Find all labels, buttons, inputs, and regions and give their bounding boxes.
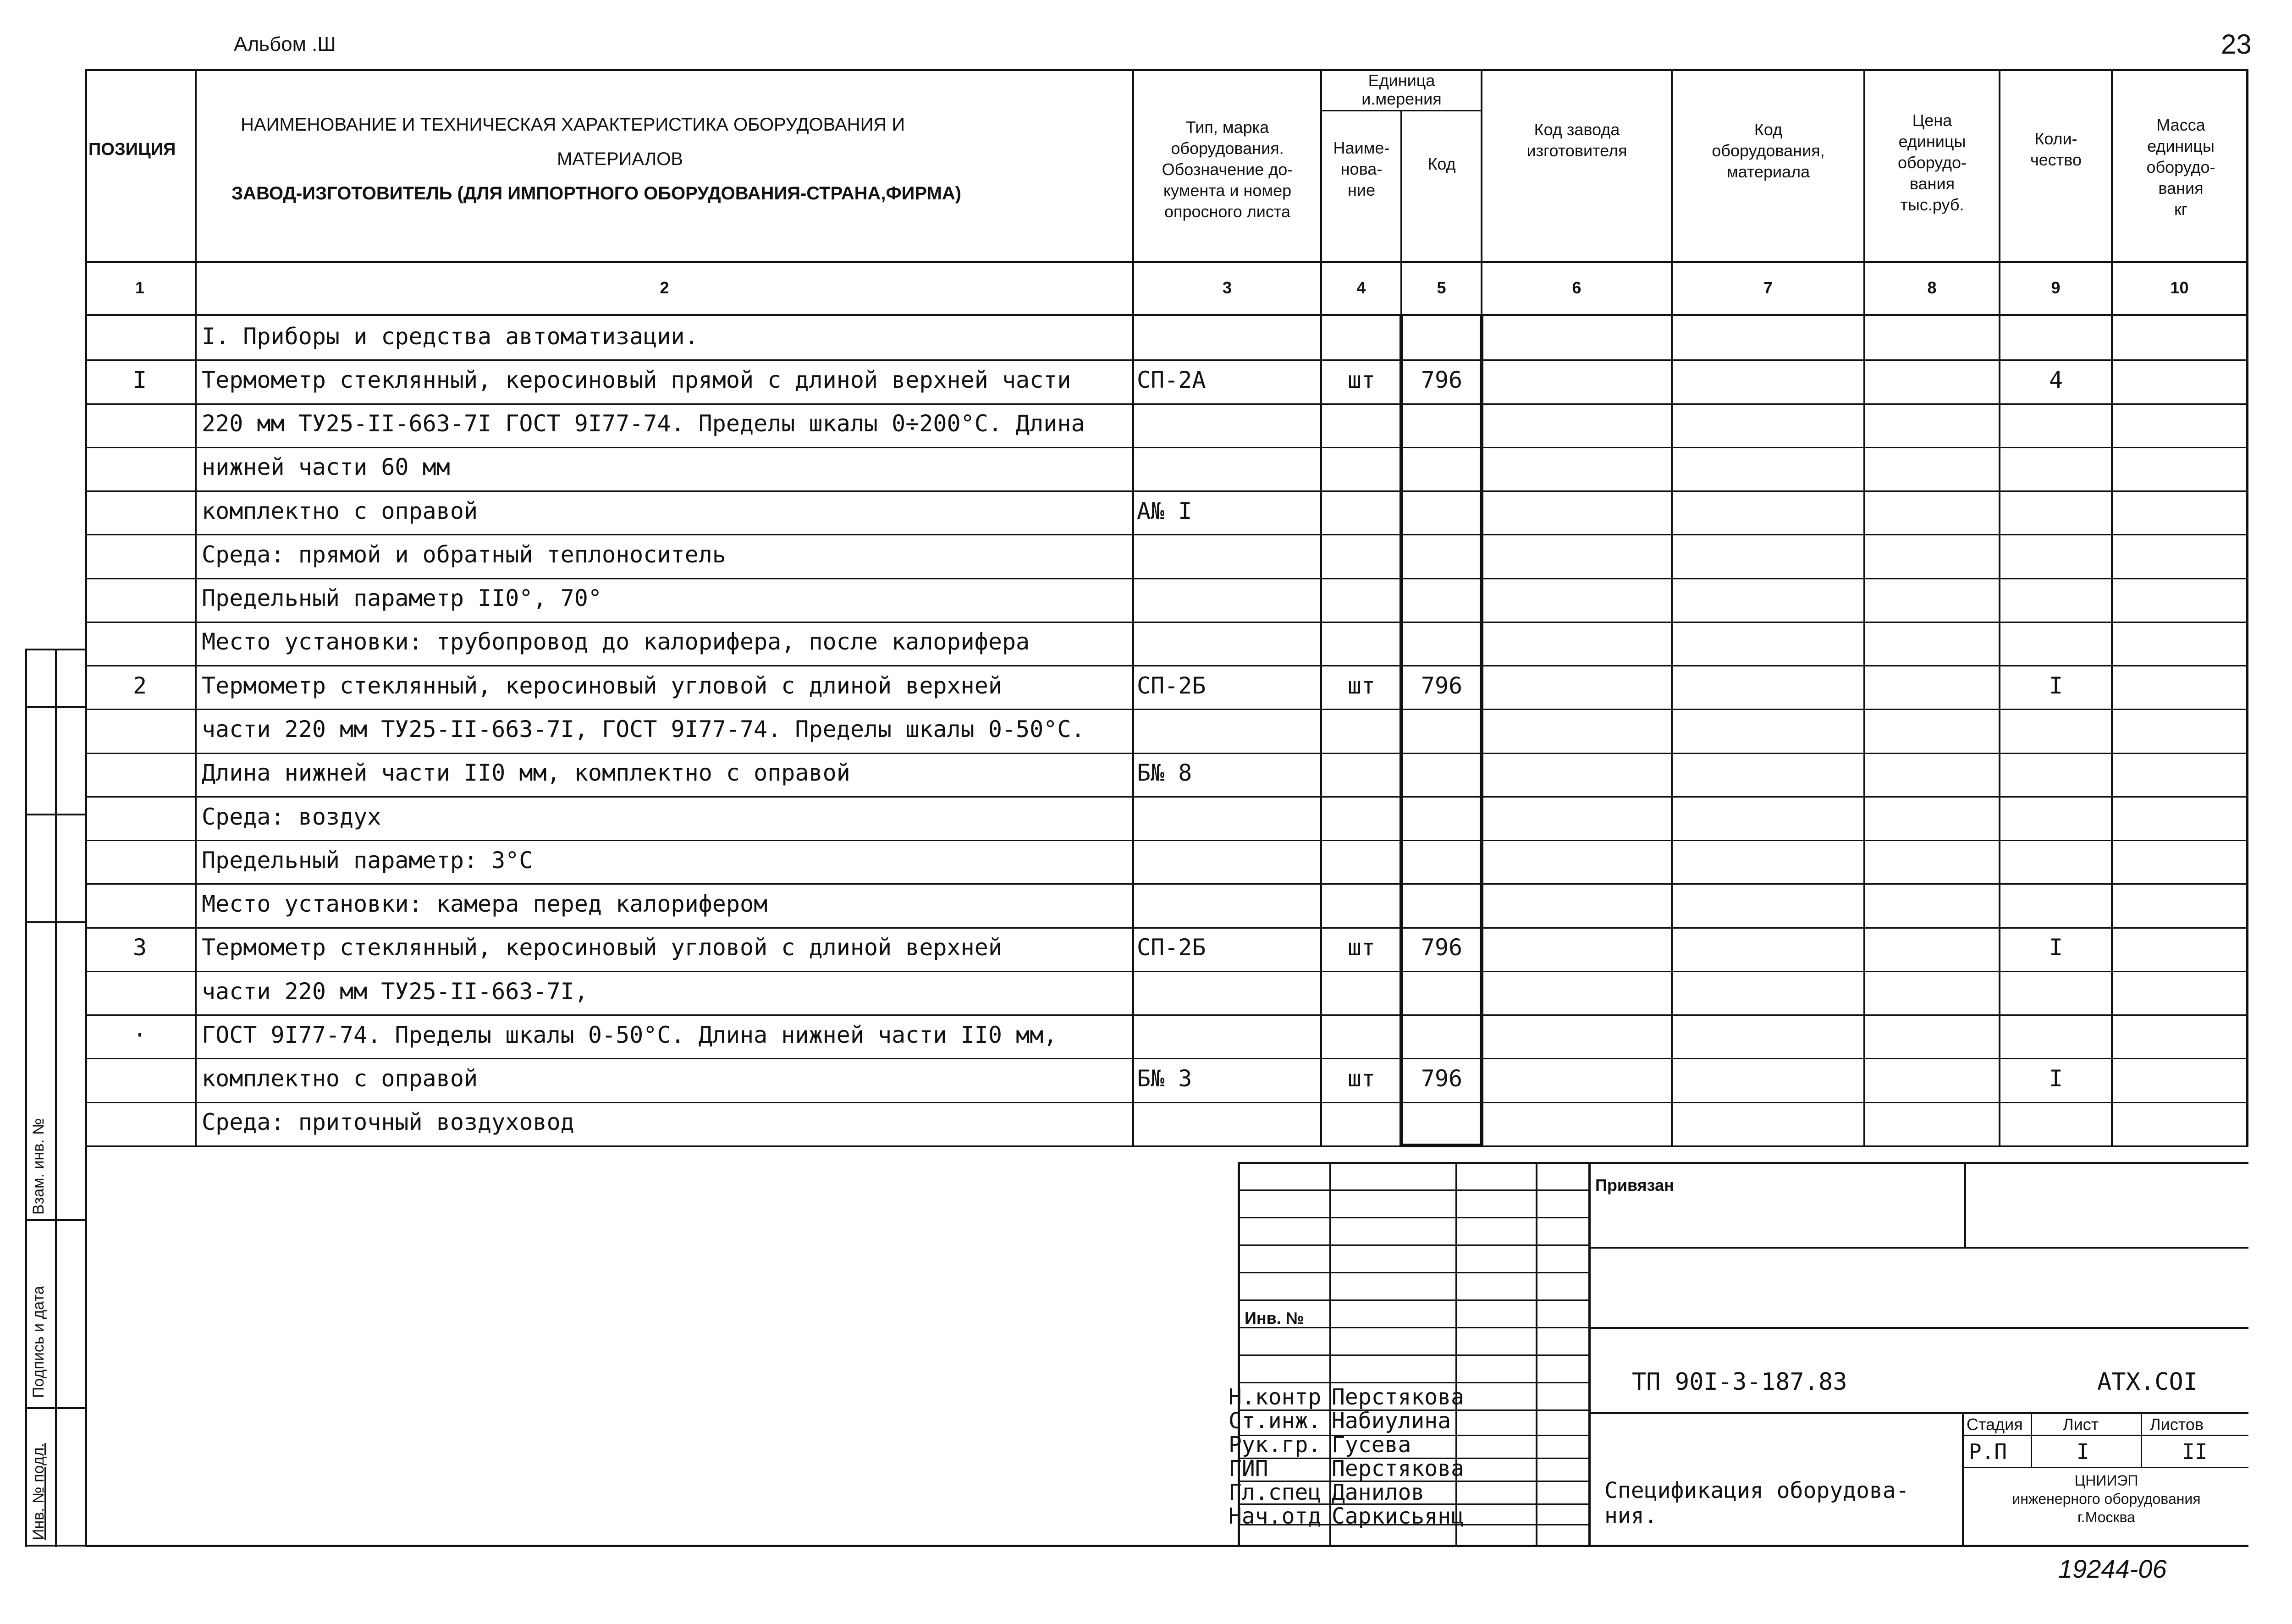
col-number: 8 — [1927, 278, 1937, 297]
row-type: СП-2А — [1137, 367, 1206, 393]
row-line — [85, 709, 2248, 710]
privyazan-label: Привязан — [1595, 1176, 1674, 1195]
row-line — [85, 753, 2248, 754]
row-line — [85, 840, 2248, 841]
header-unit-code: Код — [1427, 154, 1456, 173]
header-name-line1: НАИМЕНОВАНИЕ И ТЕХНИЧЕСКАЯ ХАРАКТЕРИСТИКА ОБОРУДОВАНИЯ И — [241, 115, 905, 135]
row-qty: I — [2049, 672, 2063, 699]
signer-name: Данилов — [1332, 1480, 1425, 1505]
row-qty: I — [2049, 1065, 2063, 1092]
col-number: 3 — [1222, 278, 1232, 297]
row-name: Термометр стеклянный, керосиновый прямой с длиной верхней части — [202, 367, 1071, 393]
col-number: 7 — [1763, 278, 1773, 297]
header-type: Тип, марка оборудования. Обозначение до- кумента и номер опросного листа — [1162, 118, 1293, 221]
row-name: комплектно с оправой — [202, 498, 478, 524]
row-line — [85, 927, 2248, 929]
row-name: Место установки: камера перед калорифером — [202, 891, 768, 917]
row-line — [85, 971, 2248, 972]
row-type: А№ I — [1137, 498, 1192, 524]
row-name: Предельный параметр: 3°С — [202, 847, 533, 874]
row-line — [85, 796, 2248, 798]
row-name: Термометр стеклянный, керосиновый угловой с длиной верхней — [202, 672, 1002, 699]
header-name-line3: ЗАВОД-ИЗГОТОВИТЕЛЬ (ДЛЯ ИМПОРТНОГО ОБОРУДОВАНИЯ-СТРАНА,ФИРМА) — [231, 183, 962, 204]
row-line — [85, 1102, 2248, 1103]
row-name: Место установки: трубопровод до калорифера, после калорифера — [202, 628, 1030, 655]
signer-name: Перстякова — [1332, 1456, 1464, 1481]
row-code: 796 — [1421, 367, 1463, 393]
org-name: ЦНИИЭП инженерного оборудования г.Москва — [2012, 1472, 2201, 1525]
row-name: 220 мм ТУ25-II-663-7I ГОСТ 9I77-74. Пределы шкалы 0÷200°С. Длина — [202, 410, 1085, 437]
row-type: Б№ 3 — [1137, 1065, 1192, 1092]
col-number: 5 — [1437, 278, 1446, 297]
col-number: 4 — [1356, 278, 1366, 297]
row-line — [85, 359, 2248, 361]
col-number: 6 — [1572, 278, 1581, 297]
signer-role: Рук.гр. — [1229, 1432, 1322, 1458]
row-line — [85, 447, 2248, 448]
row-unit: шт — [1347, 672, 1376, 699]
row-line — [85, 1014, 2248, 1016]
row-unit: шт — [1347, 1065, 1376, 1092]
col-number: 1 — [135, 278, 145, 297]
col-number: 9 — [2051, 278, 2061, 297]
album-label: Альбом .Ш — [234, 33, 336, 55]
doc-description: Спецификация оборудова- ния. — [1604, 1478, 1909, 1529]
signer-role: ГИП — [1229, 1456, 1268, 1481]
header-pos: ПОЗИЦИЯ — [88, 140, 176, 159]
footer-number: 19244-06 — [2058, 1554, 2167, 1583]
row-name: Предельный параметр II0°, 70° — [202, 585, 602, 611]
row-position: I — [132, 367, 147, 393]
row-line — [85, 1058, 2248, 1059]
col-number: 2 — [660, 278, 669, 297]
row-position: · — [132, 1022, 147, 1048]
doc-mark: АТХ.СОI — [2097, 1368, 2198, 1396]
signer-name: Гусева — [1332, 1432, 1411, 1458]
stamp-sign-date: Подпись и дата — [30, 1286, 47, 1398]
row-code: 796 — [1421, 934, 1463, 961]
row-line — [85, 534, 2248, 535]
row-unit: шт — [1347, 367, 1376, 393]
row-line — [85, 622, 2248, 623]
stage-label: Стадия — [1967, 1415, 2023, 1434]
row-name: Длина нижней части II0 мм, комплектно с оправой — [202, 760, 850, 786]
row-name: части 220 мм ТУ25-II-663-7I, ГОСТ 9I77-74. Пределы шкалы 0-50°С. — [202, 716, 1085, 743]
row-name: части 220 мм ТУ25-II-663-7I, — [202, 978, 588, 1005]
row-unit: шт — [1347, 934, 1376, 961]
doc-code: ТП 90I-3-187.83 — [1632, 1368, 1847, 1396]
row-name: комплектно с оправой — [202, 1065, 478, 1092]
header-name-line2: МАТЕРИАЛОВ — [557, 149, 683, 169]
stage-value: Р.П — [1969, 1439, 2007, 1464]
row-name: Среда: прямой и обратный теплоноситель — [202, 541, 726, 568]
row-type: Б№ 8 — [1137, 760, 1192, 786]
header-mass: Масса единицы оборудо- вания кг — [2146, 116, 2215, 219]
row-code: 796 — [1421, 1065, 1463, 1092]
col-number: 10 — [2170, 278, 2189, 297]
row-qty: I — [2049, 934, 2063, 961]
row-position: 3 — [132, 934, 147, 961]
sheet-value: I — [2077, 1439, 2089, 1464]
stamp-inv-orig: Инв. № подл. — [30, 1443, 47, 1540]
signer-role: Ст.инж. — [1229, 1408, 1322, 1434]
row-name: Термометр стеклянный, керосиновый угловой с длиной верхней — [202, 934, 1002, 961]
signer-role: Гл.спец — [1229, 1480, 1322, 1505]
row-type: СП-2Б — [1137, 934, 1206, 961]
row-line — [85, 883, 2248, 885]
row-name: I. Приборы и средства автоматизации. — [202, 323, 699, 350]
header-qty: Коли- чество — [2030, 129, 2082, 169]
row-qty: 4 — [2049, 367, 2063, 393]
header-price: Цена единицы оборудо- вания тыс.руб. — [1897, 111, 1967, 214]
signer-name: Перстякова — [1332, 1384, 1464, 1410]
row-line — [85, 578, 2248, 579]
header-unit: Единица и.мерения — [1361, 71, 1442, 108]
row-line — [85, 1145, 2248, 1147]
row-name: Среда: приточный воздуховод — [202, 1109, 574, 1135]
header-unit-name: Наиме- нова- ние — [1333, 138, 1390, 199]
sheet-label: Лист — [2063, 1415, 2099, 1434]
sheets-value: II — [2182, 1439, 2208, 1464]
row-line — [85, 665, 2248, 666]
row-line — [85, 403, 2248, 405]
header-mfr-code: Код завода изготовителя — [1526, 120, 1627, 160]
stamp-inv-sub: Взам. инв. № — [30, 1118, 47, 1215]
row-name: ГОСТ 9I77-74. Пределы шкалы 0-50°С. Длина нижней части II0 мм, — [202, 1022, 1058, 1048]
sheets-label: Листов — [2150, 1415, 2204, 1434]
signer-name: Саркисьянц — [1332, 1503, 1464, 1529]
row-line — [85, 490, 2248, 492]
row-type: СП-2Б — [1137, 672, 1206, 699]
sheet-number: 23 — [2221, 29, 2252, 60]
row-name: нижней части 60 мм — [202, 454, 450, 480]
inv-no-label: Инв. № — [1245, 1309, 1304, 1327]
row-position: 2 — [132, 672, 147, 699]
signer-name: Набиулина — [1332, 1408, 1451, 1434]
header-equip-code: Код оборудования, материала — [1712, 120, 1825, 181]
signer-role: Нач.отд — [1229, 1503, 1322, 1529]
signer-role: Н.контр — [1229, 1384, 1322, 1410]
row-name: Среда: воздух — [202, 804, 381, 830]
row-code: 796 — [1421, 672, 1463, 699]
